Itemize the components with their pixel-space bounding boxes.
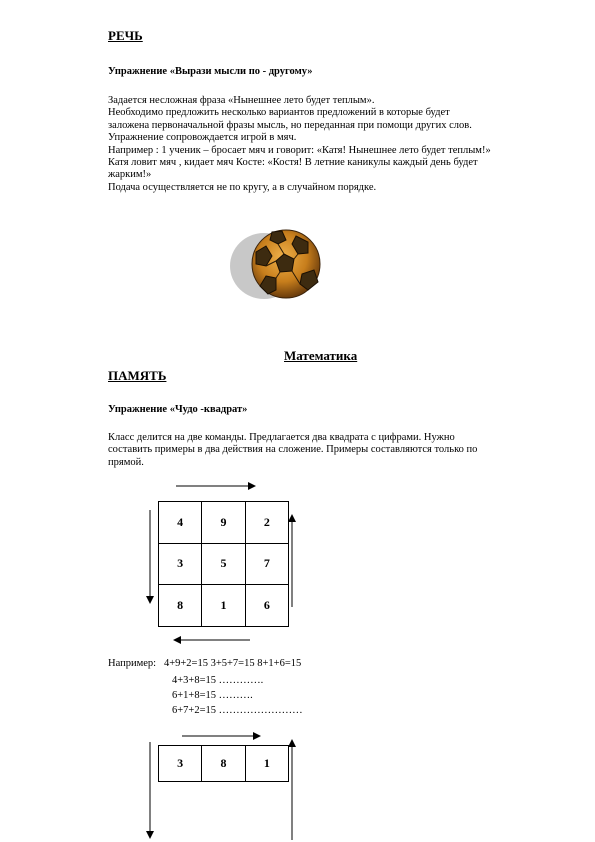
grid-cell: 8 [159, 585, 202, 627]
paragraph-line: Катя ловит мяч , кидает мяч Косте: «Костя! В летние каникулы каждый день будет [108, 157, 478, 169]
paragraph-line: Например : 1 ученик – бросает мяч и говорит: «Катя! Нынешнее лето будет теплым!» [108, 144, 491, 156]
paragraph-line: Класс делится на две команды. Предлагается два квадрата с цифрами. Нужно [108, 432, 455, 443]
paragraph-line: составить примеры в два действия на сложение. Примеры составляются только по [108, 444, 478, 456]
grid-cell: 5 [202, 543, 245, 585]
grid-cell: 1 [245, 746, 288, 782]
grid-cell: 9 [202, 502, 245, 544]
subject-title-math: Математика [284, 348, 358, 363]
grid-cell: 3 [159, 543, 202, 585]
paragraph-line: Необходимо предложить несколько вариантов предложений в которые будет [108, 107, 450, 119]
examples-label: Например: [108, 658, 157, 669]
example-line: 4+9+2=15 3+5+7=15 8+1+6=15 [163, 658, 302, 669]
grid-cell: 4 [159, 502, 202, 544]
paragraph-line: прямой. [108, 456, 144, 468]
example-line: 4+3+8=15 …………. [172, 675, 264, 686]
grid-cell: 2 [245, 502, 288, 544]
exercise-title-rephrase: Упражнение «Вырази мысли по - другому» [108, 66, 313, 77]
paragraph-line: Упражнение сопровождается игрой в мяч. [108, 132, 297, 144]
paragraph-line: жарким!» [108, 169, 152, 181]
grid-cell: 7 [245, 543, 288, 585]
paragraph-line: Задается несложная фраза «Нынешнее лето будет теплым». [108, 95, 375, 106]
grid-cell: 3 [159, 746, 202, 782]
paragraph-line: Подача осуществляется не по кругу, а в случайном порядке. [108, 181, 377, 193]
section-title-speech: РЕЧЬ [108, 28, 143, 43]
exercise-title-magic-square: Упражнение «Чудо -квадрат» [108, 404, 248, 415]
grid-cell: 6 [245, 585, 288, 627]
grid-cell: 1 [202, 585, 245, 627]
example-line: 6+1+8=15 ………. [172, 690, 253, 701]
section-title-memory: ПАМЯТЬ [108, 368, 167, 383]
paragraph-line: заложена первоначальной фразы мысль, но переданная при помощи других слов. [108, 119, 472, 131]
grid-cell: 8 [202, 746, 245, 782]
example-line: 6+7+2=15 …………………… [172, 705, 303, 716]
